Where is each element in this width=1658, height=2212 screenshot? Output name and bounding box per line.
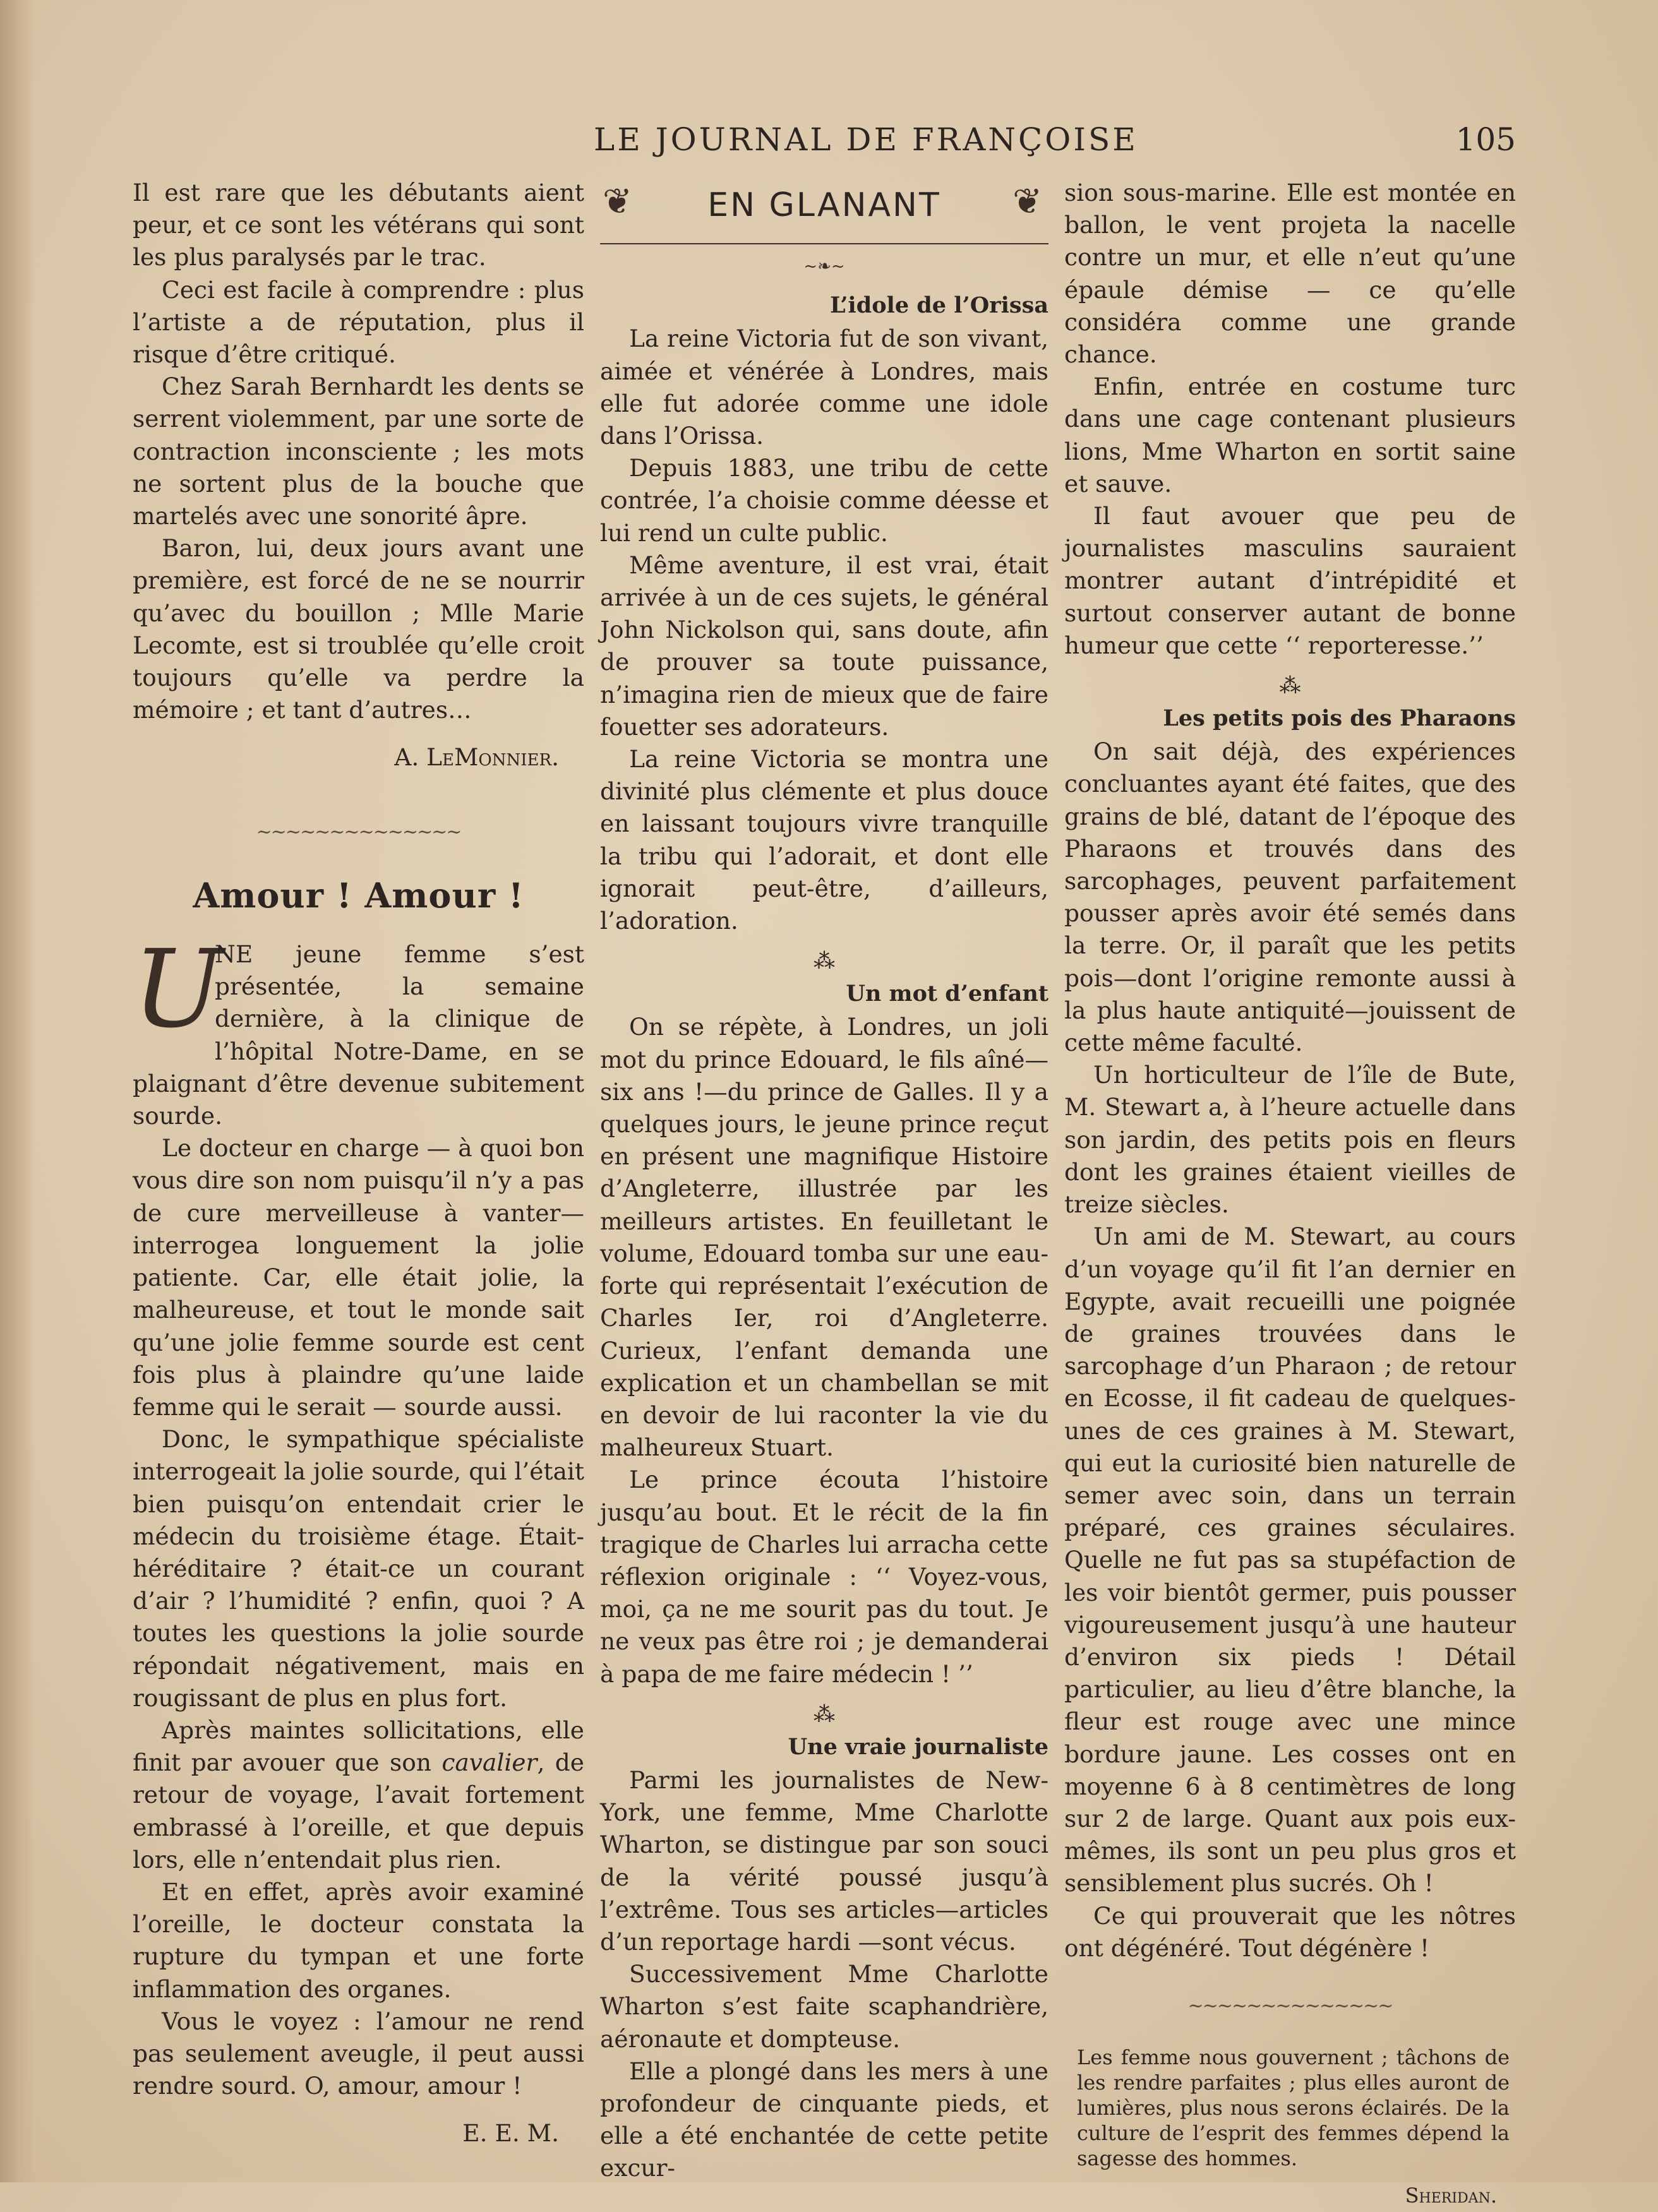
subheading: Une vraie journaliste xyxy=(788,1733,1048,1760)
column-middle xyxy=(600,177,1048,2185)
paragraph: Et en effet, après avoir examiné l’oreille, le docteur constata la rupture du tympan et une forte inflammation des organes. xyxy=(133,1877,584,2003)
ornament-right-icon: ❦ xyxy=(1012,181,1042,222)
paragraph: Donc, le sympathique spécialiste interrogeait la jolie sourde, qui l’était bien puisqu’on entendait crier le médecin du troisième étage. Était-héréditaire ? était-ce un courant d’air ? l’humidité ? enfin, quoi ? A toutes les questions la jolie sourde répondait négativement, mais en rougissant de plus en plus fort. xyxy=(133,1425,584,1712)
article-title: Amour ! Amour ! xyxy=(193,875,524,916)
closing-quote xyxy=(1077,2045,1510,2171)
section-divider: ~~~~~~~~~~~~~~ xyxy=(256,820,461,843)
subheading: L’idole de l’Orissa xyxy=(830,292,1048,319)
subheading: Les petits pois des Pharaons xyxy=(1163,705,1516,732)
paragraph: Un horticulteur de l’île de Bute, M. Stewart a, à l’heure actuelle dans son jardin, des petits pois en fleurs dont les graines étaient vieilles de treize siècles. xyxy=(1064,1061,1516,1219)
paragraph: Un ami de M. Stewart, au cours d’un voyage qu’il fit l’an dernier en Egypte, avait recueilli une poignée de graines trouvées dans le sarcophage d’un Pharaon ; de retour en Ecosse, il fit cadeau de quelques-unes de ces graines à M. Stewart, qui eut la curiosité bien naturelle de semer avec soin, dans un terrain préparé, ces graines séculaires. Quelle ne fut pas sa stupéfaction de les voir bientôt germer, puis pousser vigoureusement jusqu’à une hauteur d’environ six pieds ! Détail particulier, au lieu d’être blanche, la fleur est rouge avec une mince bordure jaune. Les cosses ont en moyenne 6 à 8 centimètres de long sur 2 de large. Quant aux pois eux-mêmes, ils sont un peu plus gros et sensiblement plus sucrés. Oh ! xyxy=(1064,1223,1516,1898)
paragraph: Baron, lui, deux jours avant une première, est forcé de ne se nourrir qu’avec du bouillon ; Mlle Marie Lecomte, est si troublée qu’elle croit toujours qu’elle va perdre la mémoire ; et tant d’autres… xyxy=(133,534,584,724)
author-signature: E. E. M. xyxy=(462,2119,559,2148)
asterism-icon: ⁂ xyxy=(1279,673,1301,699)
paragraph xyxy=(133,1714,584,1876)
column-right xyxy=(1064,177,1516,2212)
paragraph: NE jeune femme s’est présentée, la semaine dernière, à la clinique de l’hôpital Notre-Dame, en se plaignant d’être devenue subitement sourde. xyxy=(133,940,584,1130)
paragraph: La reine Victoria fut de son vivant, aimée et vénérée à Londres, mais elle fut adorée comme une idole dans l’Orissa. xyxy=(600,325,1048,450)
paragraph: Successivement Mme Charlotte Wharton s’est faite scaphandrière, aéronaute et dompteuse. xyxy=(600,1960,1048,2053)
paragraph: Depuis 1883, une tribu de cette contrée, l’a choisie comme déesse et lui rend un culte public. xyxy=(600,454,1048,547)
paragraph: On se répète, à Londres, un joli mot du prince Edouard, le fils aîné— six ans !—du prince de Galles. Il y a quelques jours, le jeune prince reçut en présent une magnifique Histoire d’Angleterre, illustrée par les meilleurs artistes. En feuilletant le volume, Edouard tomba sur une eau-forte qui représentait l’exécution de Charles Ier, roi d’Angleterre. Curieux, l’enfant demanda une explication et un chambellan se mit en devoir de lui raconter la vie du malheureux Stuart. xyxy=(600,1013,1048,1462)
asterism-icon: ⁂ xyxy=(814,948,835,974)
quote-text: Les femme nous gouvernent ; tâchons de les rendre parfaites ; plus elles auront de lumières, plus nous serons éclairés. De la culture de l’esprit des femmes dépend la sagesse des hommes. xyxy=(1077,2045,1510,2171)
ornament-under-icon: ~❧~ xyxy=(803,257,845,276)
paragraph: Chez Sarah Bernhardt les dents se serrent violemment, par une sorte de contraction inconsciente ; les mots ne sortent plus de la bouche que martelés avec une sonorité âpre. xyxy=(133,373,584,530)
paragraph: Ceci est facile à comprendre : plus l’artiste a de réputation, plus il risque d’être critiqué. xyxy=(133,275,584,369)
paragraph: Vous le voyez : l’amour ne rend pas seulement aveugle, il peut aussi rendre sourd. O, amour, amour ! xyxy=(133,2007,584,2100)
text-run: , de retour de voyage, l’avait fortement embrassé à l’oreille, et que depuis lors, elle n’entendait plus rien. xyxy=(133,1749,584,1874)
paragraph: Il faut avouer que peu de journalistes masculins sauraient montrer autant d’intrépidité et surtout conserver autant de bonne humeur que cette ‘‘ reporteresse.’’ xyxy=(1064,502,1516,659)
quote-author: Sheridan. xyxy=(1405,2184,1497,2208)
journal-title: LE JOURNAL DE FRANÇOISE xyxy=(594,121,1138,158)
paragraph: Le prince écouta l’histoire jusqu’au bout. Et le récit de la fin tragique de Charles lui arracha cette réflexion originale : ‘‘ Voyez-vous, moi, ça ne me sourit pas du tout. Je ne veux pas être roi ; je demanderai à papa de me faire médecin ! ’’ xyxy=(600,1466,1048,1688)
paragraph: Il est rare que les débutants aient peur, et ce sont les vétérans qui sont les plus paralysés par le trac. xyxy=(133,179,584,272)
paragraph: Elle a plongé dans les mers à une profondeur de cinquante pieds, et elle a été enchantée de cette petite excur- xyxy=(600,2057,1048,2182)
asterism-icon: ⁂ xyxy=(814,1701,835,1727)
section-title: EN GLANANT xyxy=(707,186,941,224)
paragraph: Parmi les journalistes de New-York, une femme, Mme Charlotte Wharton, se distingue par son souci de la vérité poussé jusqu’à l’extrême. Tous ses articles—articles d’un reportage hardi —sont vécus. xyxy=(600,1766,1048,1956)
drop-cap: U xyxy=(133,927,224,1053)
column-left xyxy=(133,177,584,2150)
italic-word: cavalier xyxy=(442,1749,538,1777)
page-edge-shadow xyxy=(0,0,35,2182)
paragraph: Enfin, entrée en costume turc dans une cage contenant plusieurs lions, Mme Wharton en sortit saine et sauve. xyxy=(1064,373,1516,498)
paragraph: On sait déjà, des expériences concluantes ayant été faites, que des grains de blé, datant de l’époque des Pharaons et trouvés dans des sarcophages, peuvent parfaitement pousser après avoir été semés dans la terre. Or, il paraît que les petits pois—dont l’origine remonte aussi à la plus haute antiquité—jouissent de cette même faculté. xyxy=(1064,738,1516,1057)
ornament-left-icon: ❦ xyxy=(603,181,632,222)
paragraph: Ce qui prouverait que les nôtres ont dégénéré. Tout dégénère ! xyxy=(1064,1901,1516,1962)
paragraph: Même aventure, il est vrai, était arrivée à un de ces sujets, le général John Nickolson qui, sans doute, afin de prouver sa toute puissance, n’imagina rien de mieux que de faire fouetter ses adorateurs. xyxy=(600,551,1048,741)
section-divider: ~~~~~~~~~~~~~~ xyxy=(1187,1994,1393,2017)
page-header xyxy=(594,121,1516,172)
article-opening xyxy=(133,927,584,1132)
text-run: Après maintes sollicitations, elle finit par avouer que son xyxy=(133,1716,584,1777)
paragraph: sion sous-marine. Elle est montée en ballon, le vent projeta la nacelle contre un mur, et elle n’eut qu’une épaule démise — ce qu’elle considéra comme une grande chance. xyxy=(1064,179,1516,369)
subheading: Un mot d’enfant xyxy=(846,981,1048,1007)
author-signature: A. LeMonnier. xyxy=(394,743,559,772)
paragraph: La reine Victoria se montra une divinité plus clémente et plus douce en laissant toujours vivre tranquille la tribu qui l’adorait, et dont elle ignorait peut-être, d’ailleurs, l’adoration. xyxy=(600,745,1048,935)
page-number: 105 xyxy=(1455,121,1516,158)
section-heading-en-glanant xyxy=(600,177,1048,244)
paragraph: Le docteur en charge — à quoi bon vous dire son nom puisqu’il n’y a pas de cure merveilleuse à vanter— interrogea longuement la jolie patiente. Car, elle était jolie, la malheureuse, et tout le monde sait qu’une jolie femme sourde est cent fois plus à plaindre qu’une laide femme qui le serait — sourde aussi. xyxy=(133,1134,584,1421)
